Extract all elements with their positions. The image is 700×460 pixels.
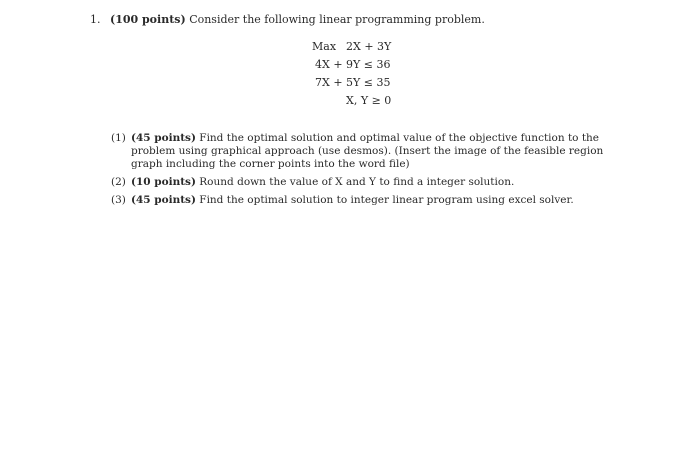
subpart-text: Round down the value of X and Y to find a integer solution. [199,176,515,188]
constraint-row-2 [312,74,391,92]
problem-number: 1. [90,13,101,26]
nonnegativity-constraint: X, Y ≥ 0 [346,94,392,107]
subpart-label: (2) [111,176,126,188]
subpart-body [131,176,626,189]
subpart-label: (3) [111,194,126,206]
constraint-row-1 [312,56,391,74]
subpart-points: (45 points) [131,132,196,144]
subpart-points: (45 points) [131,194,196,206]
subpart-body [131,194,626,207]
subpart-text: Find the optimal solution to integer linear program using excel solver. [199,194,574,206]
subpart-label: (1) [111,132,126,144]
objective-keyword: Max [312,40,337,53]
problem-statement: Consider the following linear programming problem. [189,13,485,26]
lp-formulation [312,38,391,110]
subpart-item [111,176,626,189]
subpart-text: Find the optimal solution and optimal value of the objective function to the problem using graphical approach (use desmos). (Insert the image of the feasible region graph including the corner points into the word file) [131,132,604,170]
constraint-1: 4X + 9Y ≤ 36 [315,58,391,71]
nonnegativity-row [312,92,391,110]
subpart-body [131,132,626,171]
objective-expression: 2X + 3Y [346,40,392,53]
subpart-item [111,132,626,171]
objective-row [312,38,391,56]
constraint-2: 7X + 5Y ≤ 35 [315,76,391,89]
problem-points: (100 points) [110,13,186,26]
subpart-points: (10 points) [131,176,196,188]
subpart-item [111,194,626,207]
problem-header [90,13,485,26]
subparts-list [111,132,626,212]
